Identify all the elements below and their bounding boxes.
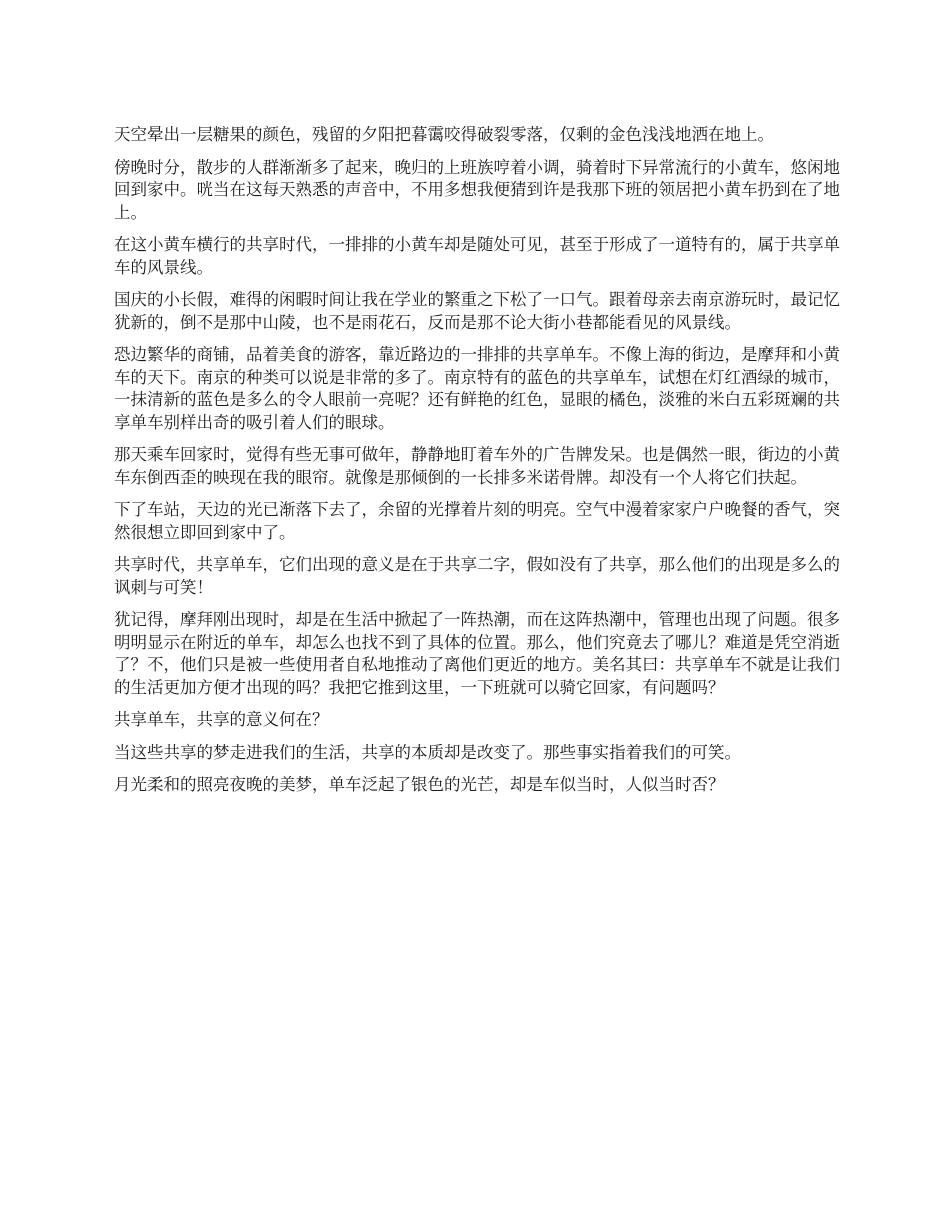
- paragraph-4: 国庆的小长假，难得的闲暇时间让我在学业的繁重之下松了一口气。跟着母亲去南京游玩时，最记忆犹新的，倒不是那中山陵，也不是雨花石，反而是那不论大街小巷都能看见的风景线。: [114, 290, 840, 332]
- paragraph-6: 那天乘车回家时，觉得有些无事可做年，静静地盯着车外的广告牌发呆。也是偶然一眼，街边的小黄车东倒西歪的映现在我的眼帘。就像是那倾倒的一长排多米诺骨牌。却没有一个人将它们扶起。: [114, 445, 840, 487]
- paragraph-5: 恐边繁华的商铺，品着美食的游客，靠近路边的一排排的共享单车。不像上海的街边，是摩拜和小黄车的天下。南京的种类可以说是非常的多了。南京特有的蓝色的共享单车，试想在灯红酒绿的城市，一抹清新的蓝色是多么的令人眼前一亮呢？还有鲜艳的红色，显眼的橘色，淡雅的米白五彩斑斓的共享单车别样出奇的吸引着人们的眼球。: [114, 345, 840, 432]
- paragraph-7: 下了车站，天边的光已渐落下去了，余留的光撑着片刻的明亮。空气中漫着家家户户晚餐的香气，突然很想立即回到家中了。: [114, 500, 840, 542]
- paragraph-2: 傍晚时分，散步的人群渐渐多了起来，晚归的上班族哼着小调，骑着时下异常流行的小黄车，悠闲地回到家中。咣当在这每天熟悉的声音中，不用多想我便猜到许是我那下班的领居把小黄车扔到在了地上。: [114, 157, 840, 222]
- paragraph-9: 犹记得，摩拜刚出现时，却是在生活中掀起了一阵热潮，而在这阵热潮中，管理也出现了问题。很多明明显示在附近的单车，却怎么也找不到了具体的位置。那么，他们究竟去了哪儿？难道是凭空消逝了？不，他们只是被一些使用者自私地推动了离他们更近的地方。美名其曰：共享单车不就是让我们的生活更加方便才出现的吗？我把它推到这里，一下班就可以骑它回家，有问题吗？: [114, 610, 840, 697]
- paragraph-11: 当这些共享的梦走进我们的生活，共享的本质却是改变了。那些事实指着我们的可笑。: [114, 742, 741, 762]
- paragraph-10: 共享单车，共享的意义何在？: [114, 710, 329, 729]
- paragraph-8: 共享时代，共享单车，它们出现的意义是在于共享二字，假如没有了共享，那么他们的出现是多么的讽刺与可笑！: [114, 555, 840, 597]
- document-body: [114, 124, 840, 807]
- paragraph-12: 月光柔和的照亮夜晚的美梦，单车泛起了银色的光芒，却是车似当时，人似当时否？: [114, 775, 725, 794]
- paragraph-3: 在这小黄车横行的共享时代，一排排的小黄车却是随处可见，甚至于形成了一道特有的，属于共享单车的风景线。: [114, 235, 840, 277]
- paragraph-1: 天空晕出一层糖果的颜色，残留的夕阳把暮霭咬得破裂零落，仅剩的金色浅浅地洒在地上。: [114, 125, 774, 144]
